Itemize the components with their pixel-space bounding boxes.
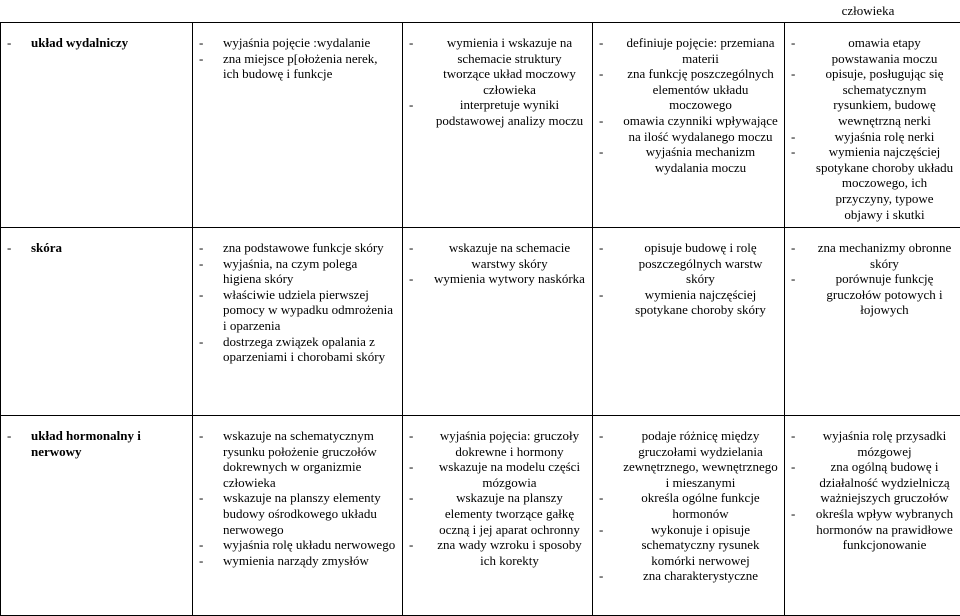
requirement-item: - wyjaśnia, na czym polega higiena skóry — [199, 256, 396, 287]
requirement-list — [791, 35, 954, 222]
requirement-item: - wskazuje na planszy elementy tworzące gałkę oczną i jej aparat ochronny — [409, 490, 586, 537]
advanced-requirements-cell — [593, 416, 785, 616]
basic-requirements-cell — [193, 23, 403, 228]
requirement-item: - wyjaśnia rolę nerki — [791, 129, 954, 145]
basic-requirements-cell — [193, 228, 403, 416]
requirement-item: - wskazuje na schematycznym rysunku położenie gruczołów dokrewnych w organizmie człowieka — [199, 428, 396, 490]
requirement-item: - wymienia najczęściej spotykane choroby układu moczowego, ich przyczyny, typowe objawy i skutki — [791, 144, 954, 222]
table-row — [1, 228, 960, 416]
table-row — [1, 416, 960, 616]
section-cell — [1, 23, 193, 228]
requirement-item: - zna wady wzroku i sposoby ich korekty — [409, 537, 586, 568]
section-title: - skóra — [7, 240, 186, 256]
requirement-list — [599, 35, 778, 175]
requirement-item: - wyjaśnia mechanizm wydalania moczu — [599, 144, 778, 175]
requirement-list — [409, 240, 586, 287]
requirement-item: - zna mechanizmy obronne skóry — [791, 240, 954, 271]
requirement-list — [409, 35, 586, 129]
requirement-item: - wskazuje na planszy elementy budowy ośrodkowego układu nerwowego — [199, 490, 396, 537]
requirement-item: - wymienia wytwory naskórka — [409, 271, 586, 287]
basic-requirements-cell — [193, 416, 403, 616]
requirement-list — [199, 240, 396, 365]
requirement-list — [791, 240, 954, 318]
requirement-item: - wyjaśnia rolę przysadki mózgowej — [791, 428, 954, 459]
requirement-list — [409, 428, 586, 568]
requirement-list — [199, 35, 396, 82]
advanced-requirements-cell — [593, 23, 785, 228]
requirement-item: - omawia czynniki wpływające na ilość wydalanego moczu — [599, 113, 778, 144]
full-requirements-cell — [785, 416, 960, 616]
requirement-item: - zna charakterystyczne — [599, 568, 778, 584]
requirement-item: - wyjaśnia pojęcie :wydalanie — [199, 35, 396, 51]
requirement-item: - określa wpływ wybranych hormonów na prawidłowe funkcjonowanie — [791, 506, 954, 553]
requirement-item: - opisuje, posługując się schematycznym rysunkiem, budowę wewnętrzną nerki — [791, 66, 954, 128]
requirement-item: - omawia etapy powstawania moczu — [791, 35, 954, 66]
requirement-item: - zna podstawowe funkcje skóry — [199, 240, 396, 256]
section-title: - układ wydalniczy — [7, 35, 186, 51]
top-strip-text: człowieka — [776, 0, 960, 22]
requirement-item: - dostrzega związek opalania z oparzeniami i chorobami skóry — [199, 334, 396, 365]
requirement-item: - właściwie udziela pierwszej pomocy w wypadku odmrożenia i oparzenia — [199, 287, 396, 334]
requirement-item: - wymienia najczęściej spotykane choroby skóry — [599, 287, 778, 318]
requirement-item: - wskazuje na schemacie warstwy skóry — [409, 240, 586, 271]
requirement-item: - zna ogólną budowę i działalność wydzielniczą ważniejszych gruczołów — [791, 459, 954, 506]
curriculum-table — [0, 22, 960, 616]
requirement-item: - wyjaśnia rolę układu nerwowego — [199, 537, 396, 553]
requirement-item: - porównuje funkcję gruczołów potowych i łojowych — [791, 271, 954, 318]
requirement-item: - definiuje pojęcie: przemiana materii — [599, 35, 778, 66]
requirement-item: - opisuje budowę i rolę poszczególnych warstw skóry — [599, 240, 778, 287]
table-row — [1, 23, 960, 228]
requirement-item: - wyjaśnia pojęcia: gruczoły dokrewne i hormony — [409, 428, 586, 459]
requirement-list — [791, 428, 954, 553]
advanced-requirements-cell — [593, 228, 785, 416]
requirement-item: - określa ogólne funkcje hormonów — [599, 490, 778, 521]
requirement-item: - podaje różnicę między gruczołami wydzielania zewnętrznego, wewnętrznego i mieszanymi — [599, 428, 778, 490]
section-cell — [1, 228, 193, 416]
requirement-item: - wykonuje i opisuje schematyczny rysunek komórki nerwowej — [599, 522, 778, 569]
requirement-item: - zna funkcję poszczególnych elementów układu moczowego — [599, 66, 778, 113]
requirement-list — [599, 240, 778, 318]
curriculum-table-body — [1, 23, 960, 616]
requirement-list — [599, 428, 778, 584]
requirement-list — [199, 428, 396, 568]
section-title: - układ hormonalny i nerwowy — [7, 428, 186, 459]
top-strip — [0, 0, 960, 22]
extended-requirements-cell — [403, 23, 593, 228]
requirement-item: - wskazuje na modelu części mózgowia — [409, 459, 586, 490]
requirement-item: - wymienia i wskazuje na schemacie struktury tworzące układ moczowy człowieka — [409, 35, 586, 97]
requirement-item: - zna miejsce p[ołożenia nerek, ich budowę i funkcje — [199, 51, 396, 82]
requirement-item: - wymienia narządy zmysłów — [199, 553, 396, 569]
full-requirements-cell — [785, 228, 960, 416]
full-requirements-cell — [785, 23, 960, 228]
extended-requirements-cell — [403, 228, 593, 416]
requirement-item: - interpretuje wyniki podstawowej analizy moczu — [409, 97, 586, 128]
section-cell — [1, 416, 193, 616]
extended-requirements-cell — [403, 416, 593, 616]
